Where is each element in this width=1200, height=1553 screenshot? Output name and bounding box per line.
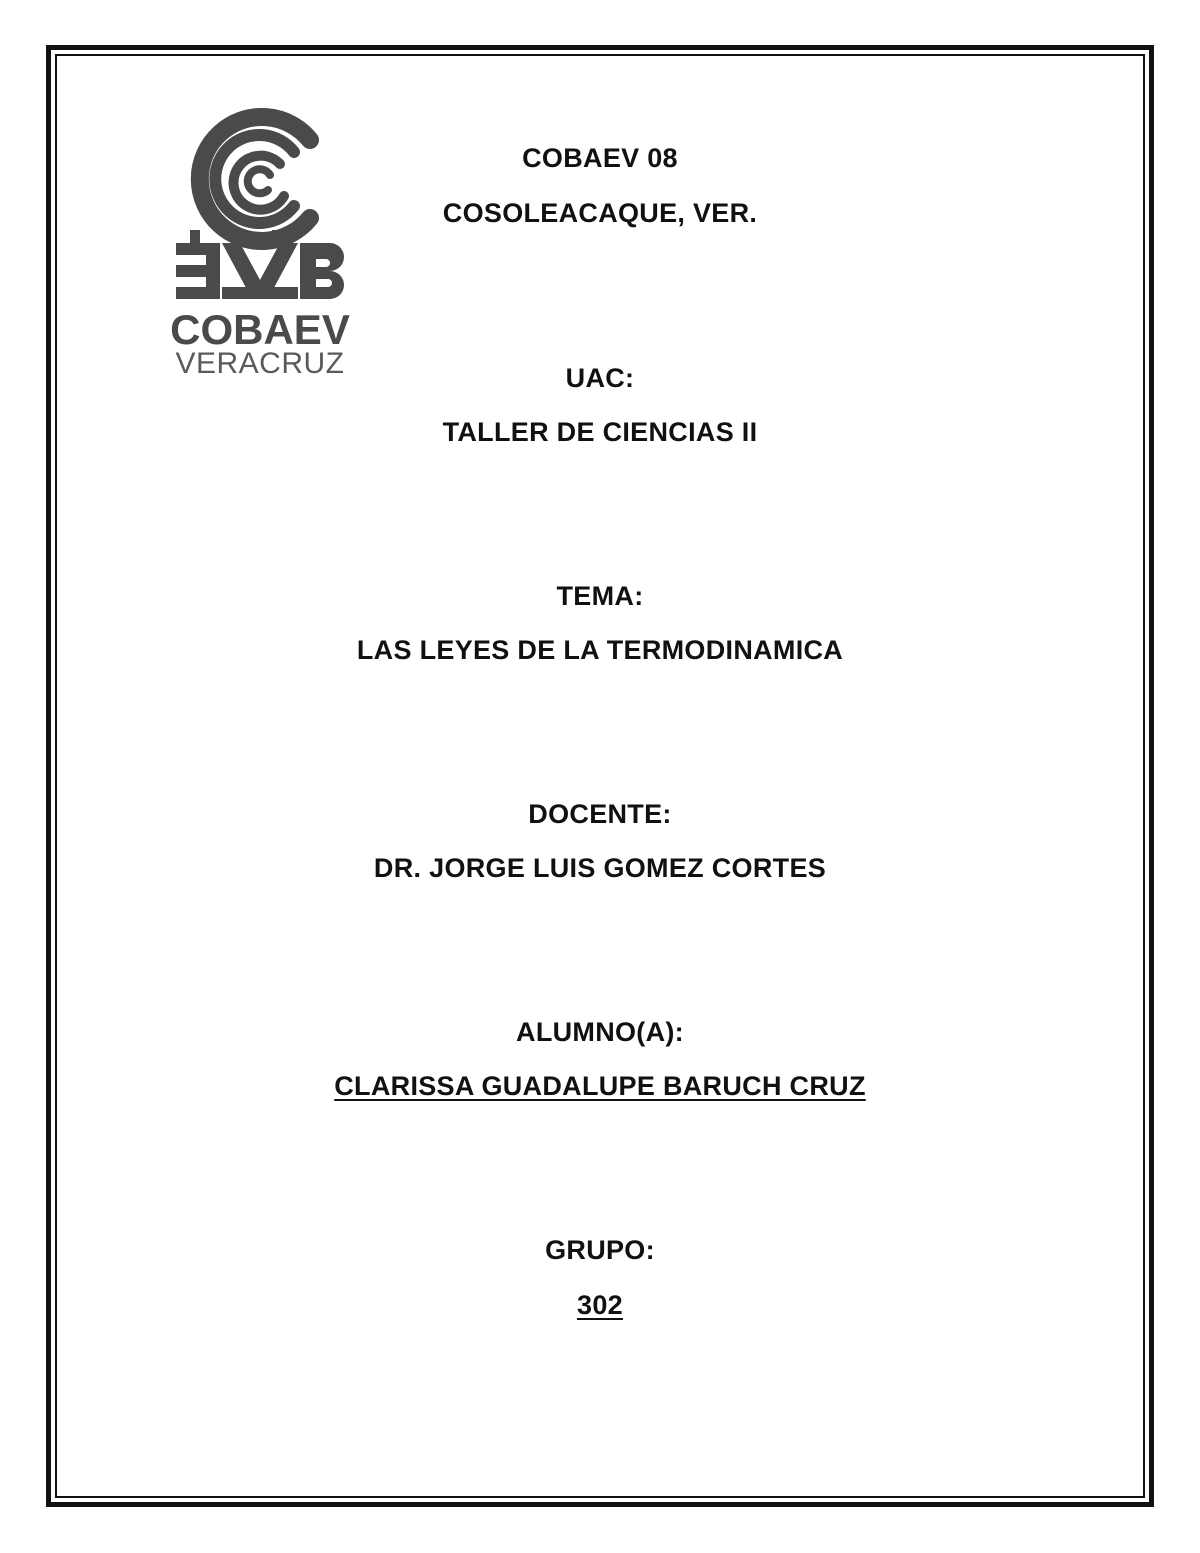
docente-label: DOCENTE: [528,799,672,829]
alumno-label: ALUMNO(A): [516,1017,684,1047]
school-name: COBAEV 08 [522,143,678,173]
alumno-value: CLARISSA GUADALUPE BARUCH CRUZ [334,1071,866,1101]
docente-value: DR. JORGE LUIS GOMEZ CORTES [373,853,827,883]
school-location: COSOLEACAQUE, VER. [442,198,758,228]
logo-state: VERACRUZ [175,347,345,380]
grupo-value-row [0,1289,1200,1321]
tema-value: LAS LEYES DE LA TERMODINAMICA [356,635,844,665]
grupo-value: 302 [577,1290,623,1320]
tema-label: TEMA: [556,581,644,611]
uac-label: UAC: [565,363,635,393]
grupo-label: GRUPO: [545,1235,655,1265]
logo-name: COBAEV [170,306,350,353]
alumno-value-row [0,1070,1200,1102]
uac-value: TALLER DE CIENCIAS II [442,417,758,447]
